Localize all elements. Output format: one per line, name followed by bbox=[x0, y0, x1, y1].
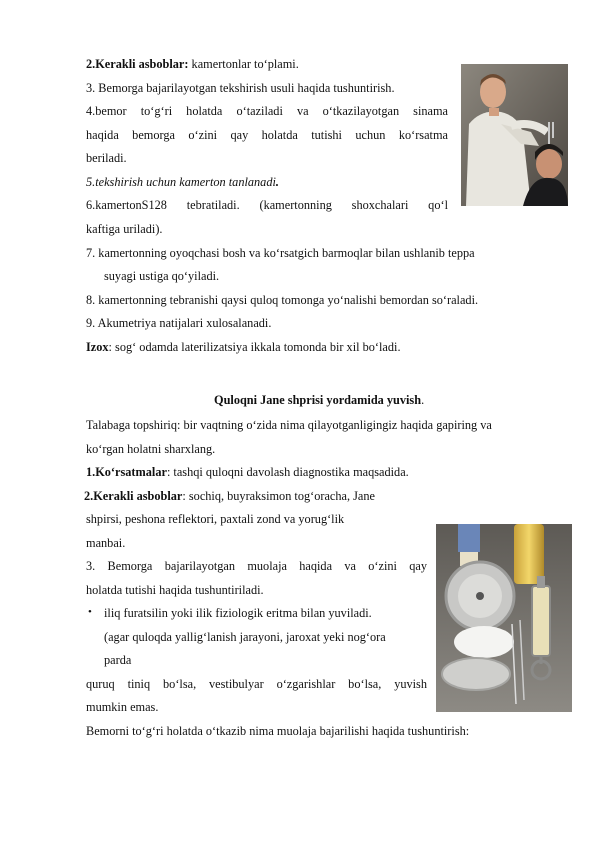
text-line: 3. Bemorga bajarilayotgan tekshirish usuli haqida tushuntirish. bbox=[86, 81, 395, 95]
text-line: 9. Akumetriya natijalari xulosalanadi. bbox=[86, 316, 272, 330]
text-line: 6.kamertonS128 tebratiladi. (kamertonning shoxchalari qo‘l bbox=[86, 198, 448, 212]
doctor-tuning-fork-photo bbox=[461, 64, 568, 206]
heading-text: Quloqni Jane shprisi yordamida yuvish bbox=[214, 393, 422, 407]
section-heading bbox=[214, 392, 424, 408]
text-line: 3. Bemorga bajarilayotgan muolaja haqida va o‘zini qay bbox=[86, 559, 427, 573]
text-line: 4.bemor to‘g‘ri holatda o‘taziladi va o‘tkazilayotgan sinama bbox=[86, 104, 448, 118]
text-span: . bbox=[421, 393, 425, 407]
text-line bbox=[86, 174, 279, 190]
text-line: manbai. bbox=[86, 536, 126, 550]
text-line: 8. kamertonning tebranishi qaysi quloq tomonga yo‘nalishi bemordan so‘raladi. bbox=[86, 293, 479, 307]
text-span: 5.tekshirish uchun kamerton tanlanadi bbox=[86, 175, 276, 189]
ear-irrigation-instruments-photo bbox=[436, 524, 572, 712]
text-line: mumkin emas. bbox=[86, 700, 159, 714]
bold-label: Izox bbox=[86, 340, 109, 354]
bold-label: 1.Ko‘rsatmalar bbox=[86, 465, 167, 479]
text-line bbox=[86, 464, 409, 480]
text-line: quruq tiniq bo‘lsa, vestibulyar o‘zgarishlar bo‘lsa, yuvish bbox=[86, 677, 427, 691]
text-line bbox=[86, 339, 401, 355]
text-line: shpirsi, peshona reflektori, paxtali zond va yorug‘lik bbox=[86, 512, 345, 526]
text-line: suyagi ustiga qo‘yiladi. bbox=[104, 269, 220, 283]
text-line: 7. kamertonning oyoqchasi bosh va ko‘rsatgich barmoqlar bilan ushlanib teppa bbox=[86, 246, 475, 260]
text-line: ko‘rgan holatni sharxlang. bbox=[86, 442, 216, 456]
bold-label: 2.Kerakli asboblar bbox=[84, 489, 183, 503]
text-span: : sog‘ odamda laterilizatsiya ikkala tomonda bir xil bo‘ladi. bbox=[108, 340, 401, 354]
text-line: Bemorni to‘g‘ri holatda o‘tkazib nima muolaja bajarilishi haqida tushuntirish: bbox=[86, 724, 470, 738]
text-span: : sochiq, buyraksimon tog‘oracha, Jane bbox=[182, 489, 375, 503]
text-line: holatda tutishi haqida tushuntiriladi. bbox=[86, 583, 264, 597]
bold-label: 2.Kerakli asboblar: bbox=[86, 57, 189, 71]
text-span: kamertonlar to‘plami. bbox=[188, 57, 299, 71]
bullet-icon: • bbox=[88, 606, 92, 618]
text-span: . bbox=[275, 175, 279, 189]
text-line: parda bbox=[104, 653, 132, 667]
text-line: beriladi. bbox=[86, 151, 127, 165]
text-span: : tashqi quloqni davolash diagnostika maqsadida. bbox=[166, 465, 409, 479]
text-line: kaftiga uriladi). bbox=[86, 222, 163, 236]
text-line: Talabaga topshiriq: bir vaqtning o‘zida nima qilayotganligingiz haqida gapiring va bbox=[86, 418, 492, 432]
text-line: haqida bemorga o‘zini qay holatda tutishi uchun ko‘rsatma bbox=[86, 128, 448, 142]
text-line bbox=[86, 56, 299, 72]
text-line: (agar quloqda yallig‘lanish jarayoni, jaroxat yeki nog‘ora bbox=[104, 630, 386, 644]
text-line: iliq furatsilin yoki ilik fiziologik eritma bilan yuviladi. bbox=[104, 606, 372, 620]
text-line bbox=[84, 488, 375, 504]
